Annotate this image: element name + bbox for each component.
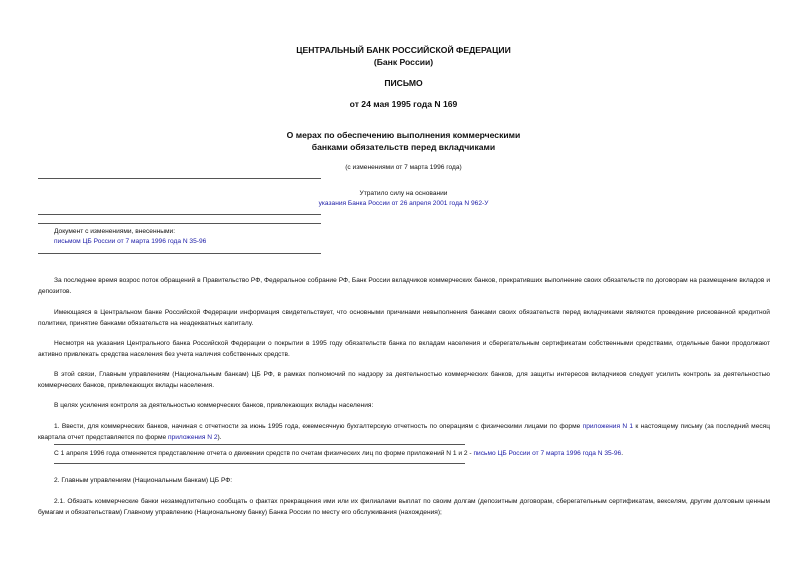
paragraph: 2.1. Обязать коммерческие банки незамедлительно сообщать о фактах прекращения ими или их филиалами выплат по своим долгам (депозитным договорам, сберегательным сертификатам, векселям, другим долговым ценным бумагам и обязательствам) Главному управлению (Национальному банку) Банка России по месту его обслуживания (нахождения); (38, 498, 770, 516)
divider-rule (38, 223, 321, 224)
divider-rule (54, 463, 465, 464)
divider-rule (38, 178, 321, 179)
paragraph: Несмотря на указания Центрального банка Российской Федерации о покрытии в 1995 году обязательств банка по вкладам населения и сберегательным сертификатам собственными средствами, отдельные банки продолжают активно привлекать средства населения без учета наличия собственных средств. (38, 340, 770, 358)
paragraph: За последнее время возрос поток обращений в Правительство РФ, Федеральное собрание РФ, Банк России вкладчиков коммерческих банков, прекративших выполнение своих обязательств по договорам на размещение вкладов и депозитов. (38, 277, 770, 295)
amendment-letter-link[interactable]: письмо ЦБ России от 7 марта 1996 года N 35-96 (473, 450, 622, 457)
appendix-1-link[interactable]: приложения N 1 (582, 423, 634, 430)
document-date-number: от 24 мая 1995 года N 169 (349, 99, 458, 109)
paragraph: Имеющаяся в Центральном банке Российской Федерации информация свидетельствует, что основными причинами невыполнения банками своих обязательств перед вкладчиками являются проведение рискованной кредитной политики, принятие банками обязательств на неадекватных капиталу. (38, 309, 770, 327)
paragraph: В целях усиления контроля за деятельностью коммерческих банков, привлекающих вклады населения: (54, 402, 374, 409)
paragraph: В этой связи, Главным управлениям (Национальным банкам) ЦБ РФ, в рамках полномочий по надзору за деятельностью коммерческих банков, для защиты интересов вкладчиков следует усилить контроль за деятельностью коммерческих банков, привлекающих вклады населения. (38, 371, 770, 389)
document-title-line-2: банками обязательств перед вкладчиками (311, 142, 496, 152)
changes-label: Документ с изменениями, внесенными: (54, 228, 176, 235)
paragraph: 1. Ввести, для коммерческих банков, начиная с отчетности за июнь 1995 года, ежемесячную бухгалтерскую отчетность по операциям с физическими лицами по форме приложения N 1 к настоящему письму (за последний месяц квартала отчет представляется по форме приложения N 2). (38, 423, 770, 441)
appendix-2-link[interactable]: приложения N 2 (167, 433, 218, 441)
amendments-note: (с изменениями от 7 марта 1996 года) (345, 164, 462, 171)
basis-link[interactable]: указания Банка России от 26 апреля 2001 года N 962-У (318, 200, 489, 207)
document-type: ПИСЬМО (384, 78, 423, 88)
issuer-name: ЦЕНТРАЛЬНЫЙ БАНК РОССИЙСКОЙ ФЕДЕРАЦИИ (296, 45, 511, 55)
paragraph: С 1 апреля 1996 года отменяется представление отчета о движении средств по счетам физических лиц по форме приложений N 1 и 2 - письмо ЦБ России от 7 марта 1996 года N 35-96. (54, 450, 624, 457)
changes-link[interactable]: письмом ЦБ России от 7 марта 1996 года N 35-96 (54, 238, 207, 245)
paragraph: 2. Главным управлениям (Национальным банкам) ЦБ РФ: (54, 477, 233, 484)
document-title-line-1: О мерах по обеспечению выполнения коммерческими (286, 130, 521, 140)
divider-rule (38, 253, 321, 254)
issuer-short-name: (Банк России) (373, 57, 434, 67)
divider-rule (54, 444, 465, 445)
lost-force-label: Утратило силу на основании (359, 190, 448, 197)
divider-rule (38, 214, 321, 215)
